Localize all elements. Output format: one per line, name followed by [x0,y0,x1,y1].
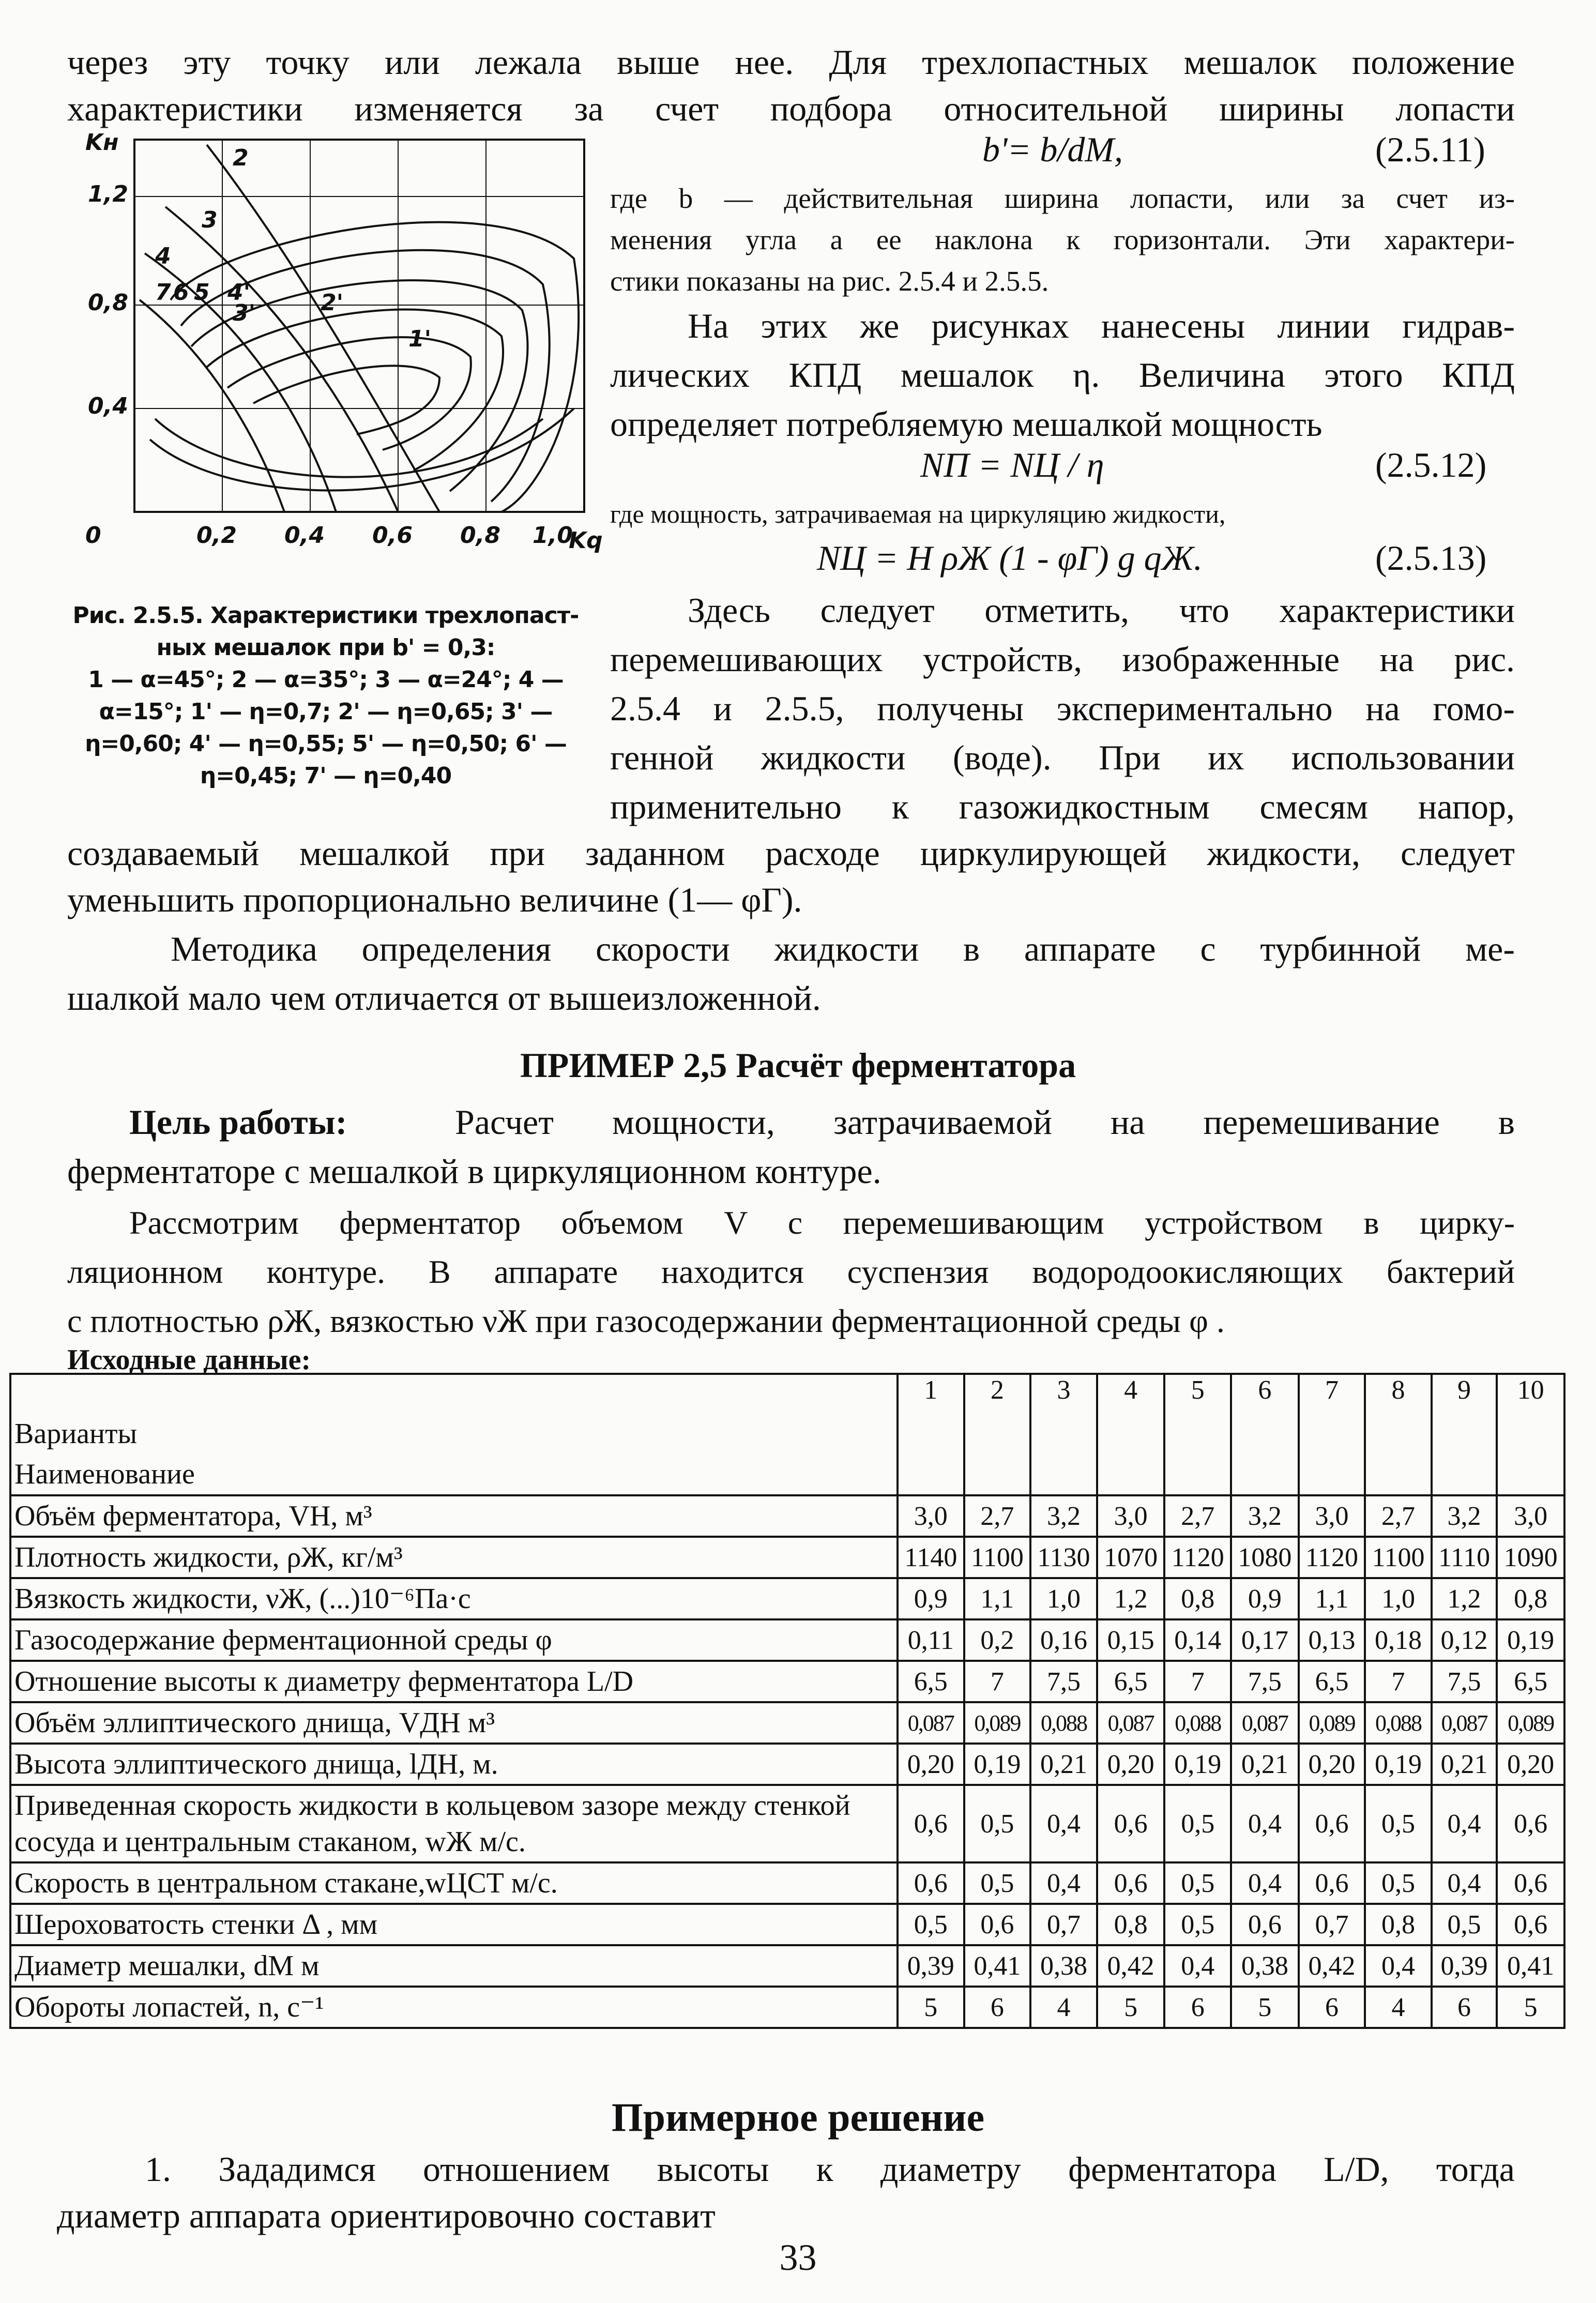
x-tick: 0 [85,522,101,549]
table-cell: 0,19 [1497,1619,1564,1661]
text-line: Методика определения скорости жидкости в аппарате с турбинной ме- [171,929,1515,968]
table-cell: 0,4 [1432,1785,1497,1862]
curve-label: 6 [173,279,189,306]
table-cell: 0,4 [1365,1945,1432,1987]
curve-label: 4' [227,279,251,306]
table-cell: 0,6 [1497,1785,1564,1862]
text-line: где мощность, затрачиваемая на циркуляцию жидкости, [610,499,1226,528]
row-name: Скорость в центральном стакане,wЦСТ м/с. [10,1862,898,1904]
x-tick: 0,6 [372,522,413,549]
table-row [10,1661,1564,1702]
table-cell: 0,18 [1365,1619,1432,1661]
equation-number: (2.5.12) [1375,445,1487,484]
table-cell: 4 [1365,1987,1432,2028]
table-header-row [10,1374,1564,1495]
text-line: применительно к газожидкостным смесям напор, [610,787,1515,826]
table-cell: 1,0 [1030,1578,1097,1619]
equation-number: (2.5.13) [1375,538,1487,578]
x-tick: 0,4 [284,522,325,549]
table-cell: 0,12 [1432,1619,1497,1661]
table-cell: 0,8 [1365,1904,1432,1945]
header-cell [10,1374,898,1495]
table-cell: 1140 [898,1537,964,1578]
table-cell: 0,13 [1299,1619,1365,1661]
table-cell: 0,6 [1299,1785,1365,1862]
table-cell: 2,7 [964,1495,1031,1537]
curve-label: 3 [202,207,218,233]
example-title: ПРИМЕР 2,5 Расчёт ферментатора [520,1046,1076,1085]
table-cell: 7 [1365,1661,1432,1702]
table-cell: 0,20 [898,1744,964,1785]
table-cell: 1090 [1497,1537,1564,1578]
column-header: 2 [964,1374,1031,1495]
row-name: Обороты лопастей, n, с⁻¹ [10,1987,898,2028]
table-cell: 0,088 [1164,1702,1231,1744]
table-cell: 0,5 [964,1862,1031,1904]
table-cell: 0,7 [1299,1904,1365,1945]
table-cell: 1,1 [964,1578,1031,1619]
text-line: характеристики изменяется за счет подбора относительной ширины лопасти [67,89,1515,128]
table-cell: 0,6 [898,1785,964,1862]
x-tick: 0,2 [196,522,237,549]
table-cell: 6 [1164,1987,1231,2028]
table-cell: 0,089 [1497,1702,1564,1744]
table-cell: 6,5 [1097,1661,1165,1702]
table-cell: 0,5 [898,1904,964,1945]
text-line: определяет потребляемую мешалкой мощность [610,404,1323,444]
table-cell: 0,20 [1299,1744,1365,1785]
table-cell: 0,4 [1231,1785,1299,1862]
initial-data-label: Исходные данные: [67,1344,311,1376]
equation-number: (2.5.11) [1375,130,1485,169]
column-header: 7 [1299,1374,1365,1495]
table-cell: 0,16 [1030,1619,1097,1661]
table-cell: 0,4 [1164,1945,1231,1987]
text-line: создаваемый мешалкой при заданном расходе циркулирующей жидкости, следует [67,834,1515,873]
curve-label: 7 [155,279,171,306]
table-cell: 0,42 [1097,1945,1165,1987]
row-name: Газосодержание ферментационной среды φ [10,1619,898,1661]
table-cell: 0,20 [1497,1744,1564,1785]
table-cell: 5 [1097,1987,1165,2028]
table-cell: 6,5 [898,1661,964,1702]
table-cell: 0,5 [1164,1904,1231,1945]
text-line: с плотностью ρЖ, вязкостью νЖ при газосодержании ферментационной среды φ . [67,1302,1225,1339]
x-tick: 0,8 [460,522,500,549]
table-cell: 1120 [1299,1537,1365,1578]
table-cell: 3,2 [1030,1495,1097,1537]
table-cell: 1070 [1097,1537,1165,1578]
column-header: 1 [898,1374,964,1495]
text-line: шалкой мало чем отличается от вышеизложенной. [67,978,821,1018]
table-row [10,1578,1564,1619]
table-cell: 5 [898,1987,964,2028]
row-name: Диаметр мешалки, dМ м [10,1945,898,1987]
caption-line: ных мешалок при b' = 0,3: [156,634,495,661]
curve-label: 5 [194,279,210,306]
table-cell: 0,21 [1432,1744,1497,1785]
text-line: где b — действительная ширина лопасти, или за счет из- [610,183,1515,214]
table-cell: 5 [1231,1987,1299,2028]
table-cell: 0,089 [1299,1702,1365,1744]
data-table [9,1373,1565,2029]
column-header: 10 [1497,1374,1564,1495]
text-line: уменьшить пропорционально величине (1— φГ). [67,880,802,919]
curve-label: 2' [321,290,344,316]
table-cell: 0,9 [1231,1578,1299,1619]
table-cell: 0,5 [1365,1785,1432,1862]
table-cell: 0,087 [1231,1702,1299,1744]
table-cell: 0,087 [1432,1702,1497,1744]
equation: NЦ = H ρЖ (1 - φГ) g qЖ. [817,538,1203,578]
table-row [10,1785,1564,1862]
row-name: Отношение высоты к диаметру ферментатора L/D [10,1661,898,1702]
table-cell: 6 [964,1987,1031,2028]
figure-caption [67,600,584,792]
x-tick: 1,0 [533,522,573,549]
table-cell: 3,0 [1497,1495,1564,1537]
text-line: генной жидкости (воде). При их использовании [610,738,1515,777]
table-cell: 0,20 [1097,1744,1165,1785]
table-cell: 6,5 [1497,1661,1564,1702]
table-cell: 6,5 [1299,1661,1365,1702]
x-axis-label: Kq [569,527,603,554]
column-header: 3 [1030,1374,1097,1495]
equation: NП = NЦ / η [920,445,1104,484]
table-cell: 0,4 [1432,1862,1497,1904]
table-cell: 0,42 [1299,1945,1365,1987]
table-cell: 1100 [1365,1537,1432,1578]
column-header: 5 [1164,1374,1231,1495]
table-cell: 4 [1030,1987,1097,2028]
table-cell: 0,21 [1030,1744,1097,1785]
table-cell: 0,4 [1030,1785,1097,1862]
row-name: Приведенная скорость жидкости в кольцевом зазоре между стенкой сосуда и центральным стаканом, wЖ м/с. [10,1785,898,1862]
table-row [10,1537,1564,1578]
table-cell: 1,0 [1365,1578,1432,1619]
column-header: 6 [1231,1374,1299,1495]
table-cell: 0,5 [1164,1785,1231,1862]
text-line: 1. Зададимся отношением высоты к диаметру ферментатора L/D, тогда [145,2149,1515,2189]
table-cell: 0,2 [964,1619,1031,1661]
table-cell: 0,5 [1164,1862,1231,1904]
table-cell: 0,4 [1231,1862,1299,1904]
table-cell: 0,6 [1231,1904,1299,1945]
table-cell: 1,1 [1299,1578,1365,1619]
table-cell: 7 [1164,1661,1231,1702]
curve-label: 4 [155,243,171,269]
table-cell: 0,19 [964,1744,1031,1785]
table-cell: 0,4 [1030,1862,1097,1904]
goal-text: Расчет мощности, затрачиваемой на перемешивание в [455,1102,1515,1142]
table-cell: 1080 [1231,1537,1299,1578]
page-number: 33 [779,2237,817,2278]
table-cell: 0,6 [1097,1785,1165,1862]
table-cell: 0,6 [964,1904,1031,1945]
table-cell: 0,6 [1497,1862,1564,1904]
table-cell: 1120 [1164,1537,1231,1578]
table-cell: 0,6 [1097,1862,1165,1904]
table-cell: 1,2 [1097,1578,1165,1619]
y-tick: 1,2 [88,181,128,207]
goal-label-text: Цель работы: [129,1102,347,1142]
equation: b'= b/dМ, [982,130,1123,169]
table-cell: 7,5 [1231,1661,1299,1702]
table-row [10,1904,1564,1945]
row-name: Плотность жидкости, ρЖ, кг/м³ [10,1537,898,1578]
row-name: Высота эллиптического днища, lДН, м. [10,1744,898,1785]
text-line: менения угла a ее наклона к горизонтали. Эти характери- [610,224,1515,255]
table-cell: 1130 [1030,1537,1097,1578]
table-cell: 0,38 [1231,1945,1299,1987]
table-row [10,1945,1564,1987]
curve-label: 2 [233,145,249,171]
column-header: 4 [1097,1374,1165,1495]
table-cell: 3,0 [1299,1495,1365,1537]
table-cell: 0,8 [1497,1578,1564,1619]
table-row [10,1702,1564,1744]
table-cell: 0,39 [1432,1945,1497,1987]
caption-line: 1 — α=45°; 2 — α=35°; 3 — α=24°; 4 — [88,666,564,693]
header-name: Наименование [14,1458,195,1490]
table-cell: 0,087 [1097,1702,1165,1744]
table-cell: 0,5 [1365,1862,1432,1904]
table-cell: 0,21 [1231,1744,1299,1785]
text-line: перемешивающих устройств, изображенные на рис. [610,640,1515,679]
characteristics-figure [78,129,603,620]
text-line: диаметр аппарата ориентировочно составит [57,2196,716,2235]
table-cell: 0,41 [964,1945,1031,1987]
table-cell: 0,6 [898,1862,964,1904]
table-cell: 0,38 [1030,1945,1097,1987]
table-cell: 0,39 [898,1945,964,1987]
text-line: 2.5.4 и 2.5.5, получены экспериментально на гомо- [610,689,1515,728]
table-cell: 0,8 [1164,1578,1231,1619]
solution-title: Примерное решение [611,2095,985,2140]
table-cell: 0,9 [898,1578,964,1619]
row-name: Объём эллиптического днища, VДН м³ [10,1702,898,1744]
table-cell: 0,19 [1164,1744,1231,1785]
y-axis-label: Kн [85,129,119,156]
table-row [10,1495,1564,1537]
text-line: ляционном контуре. В аппарате находится суспензия водородоокисляющих бактерий [67,1253,1515,1290]
table-cell: 3,0 [898,1495,964,1537]
table-cell: 0,087 [898,1702,964,1744]
table-cell: 0,19 [1365,1744,1432,1785]
text-line: стики показаны на рис. 2.5.4 и 2.5.5. [610,265,1049,297]
table-cell: 0,6 [1497,1904,1564,1945]
y-tick: 0,8 [88,290,128,316]
table-cell: 6 [1299,1987,1365,2028]
table-cell: 3,2 [1231,1495,1299,1537]
table-cell: 7,5 [1030,1661,1097,1702]
column-header: 9 [1432,1374,1497,1495]
table-cell: 3,0 [1097,1495,1165,1537]
table-cell: 0,088 [1365,1702,1432,1744]
table-cell: 1,2 [1432,1578,1497,1619]
table-cell: 0,5 [964,1785,1031,1862]
table-cell: 0,6 [1299,1862,1365,1904]
table-cell: 1110 [1432,1537,1497,1578]
caption-line: α=15°; 1' — η=0,7; 2' — η=0,65; 3' — [99,699,553,725]
table-cell: 0,8 [1097,1904,1165,1945]
text-line: ферментаторе с мешалкой в циркуляционном контуре. [67,1152,881,1191]
table-row [10,1862,1564,1904]
table-cell: 1100 [964,1537,1031,1578]
row-name: Шероховатость стенки Δ , мм [10,1904,898,1945]
header-variants: Варианты [14,1418,138,1450]
text-line: через эту точку или лежала выше нее. Для трехлопастных мешалок положение [67,42,1515,82]
table-cell: 2,7 [1164,1495,1231,1537]
row-name: Вязкость жидкости, νЖ, (...)10⁻⁶Па·с [10,1578,898,1619]
table-cell: 0,17 [1231,1619,1299,1661]
table-cell: 0,15 [1097,1619,1165,1661]
caption-line: Рис. 2.5.5. Характеристики трехлопаст- [72,602,579,629]
table-cell: 0,089 [964,1702,1031,1744]
text-line: Здесь следует отметить, что характеристики [688,590,1515,630]
table-row [10,1987,1564,2028]
goal-label [129,1096,347,1148]
table-cell: 2,7 [1365,1495,1432,1537]
curve-label: 1' [408,326,432,352]
text-line: Рассмотрим ферментатор объемом V с перемешивающим устройством в цирку- [129,1204,1515,1241]
table-cell: 7,5 [1432,1661,1497,1702]
table-cell: 0,5 [1432,1904,1497,1945]
table-cell: 7 [964,1661,1031,1702]
caption-line: η=0,45; 7' — η=0,40 [200,763,452,789]
table-cell: 3,2 [1432,1495,1497,1537]
table-cell: 0,7 [1030,1904,1097,1945]
text-line: На этих же рисунках нанесены линии гидрав- [688,306,1515,345]
table-cell: 6 [1432,1987,1497,2028]
table-row [10,1619,1564,1661]
text-line: лических КПД мешалок η. Величина этого КПД [610,355,1515,395]
table-cell: 5 [1497,1987,1564,2028]
table-row [10,1744,1564,1785]
row-name: Объём ферментатора, VН, м³ [10,1495,898,1537]
table-cell: 0,41 [1497,1945,1564,1987]
caption-line: η=0,60; 4' — η=0,55; 5' — η=0,50; 6' — [85,731,567,757]
table-cell: 0,14 [1164,1619,1231,1661]
table-cell: 0,088 [1030,1702,1097,1744]
table-cell: 0,11 [898,1619,964,1661]
y-tick: 0,4 [88,393,128,419]
curve-label: 3' [233,300,256,326]
column-header: 8 [1365,1374,1432,1495]
